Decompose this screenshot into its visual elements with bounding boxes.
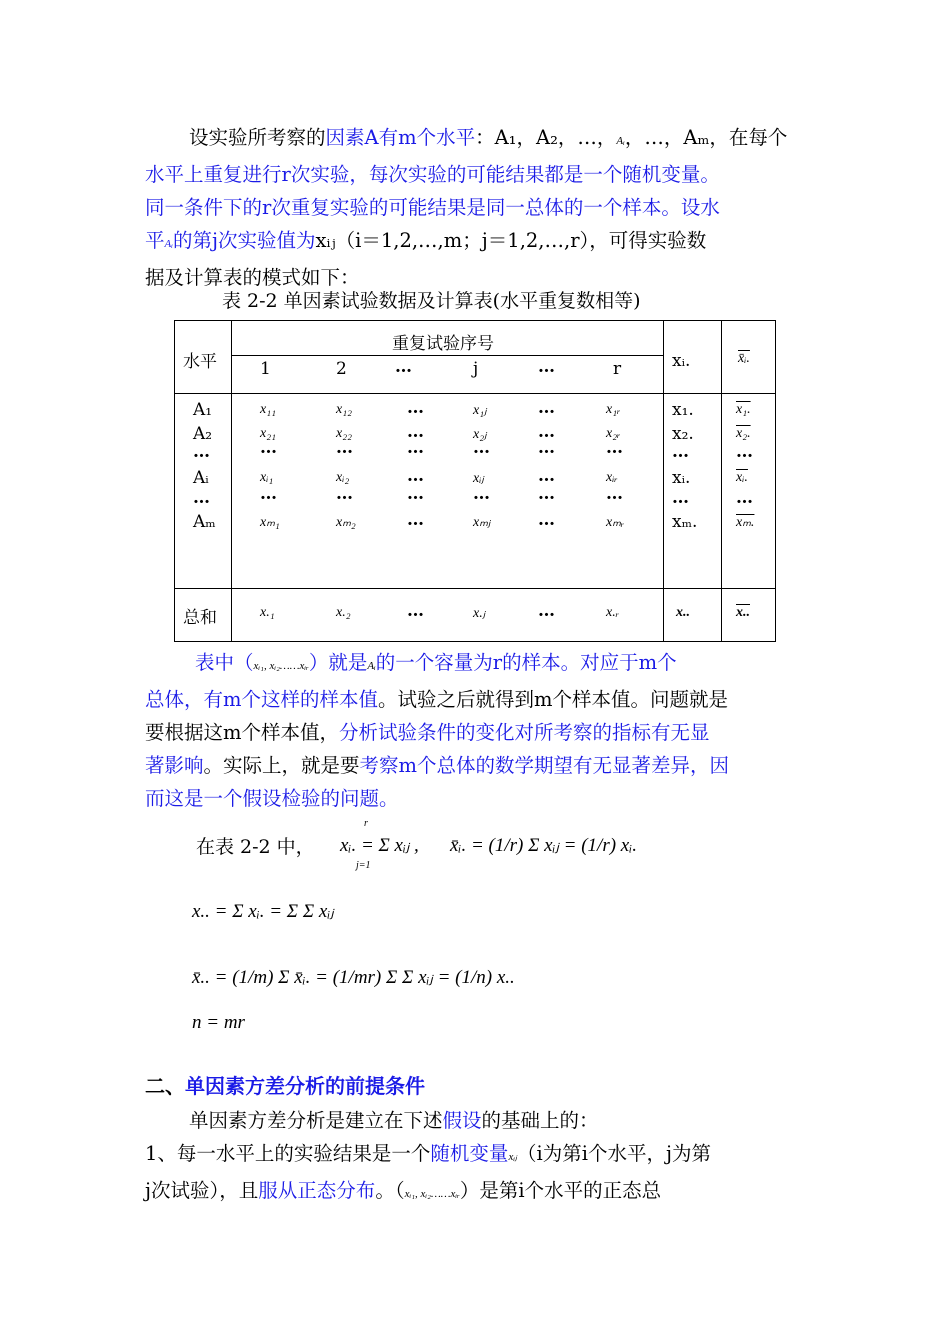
col-label: 2 <box>336 359 347 379</box>
column-sum: … <box>407 601 424 621</box>
table-cell: x₁ᵣ <box>606 402 621 417</box>
table-cell: … <box>260 438 277 458</box>
table-cell: … <box>473 438 490 458</box>
explanation-line-1: 表中（xᵢ₁, xᵢ₂……xᵢᵣ）就是Aᵢ的一个容量为r的样本。对应于m个 <box>195 651 677 674</box>
table-cell: xₘⱼ <box>473 515 491 530</box>
table-cell: … <box>407 466 424 486</box>
column-sum: x.₂ <box>336 605 351 620</box>
row-mean: … <box>736 488 753 508</box>
row-mean: x₂. <box>736 426 751 441</box>
table-cell: … <box>606 438 623 458</box>
table-cell: xₘ₁ <box>260 515 280 530</box>
sum-label: 总和 <box>183 608 217 628</box>
formula-sum-bottom: j=1 <box>356 860 371 871</box>
row-total-header: xᵢ. <box>672 351 691 371</box>
formula-row-total: xᵢ. = Σ xᵢⱼ , <box>340 835 419 856</box>
levels-cell <box>175 394 232 589</box>
table-cell: x₂ⱼ <box>473 427 487 442</box>
col-label: j <box>473 359 479 379</box>
explanation-line-5: 而这是一个假设检验的问题。 <box>145 787 399 810</box>
row-total: … <box>672 488 689 508</box>
table-cell: … <box>407 438 424 458</box>
col-label: … <box>395 357 412 377</box>
table-cell: xᵢ₁ <box>260 470 274 485</box>
table-cell: … <box>407 422 424 442</box>
data-table <box>174 320 776 642</box>
intro-line-2: 水平上重复进行r次实验，每次实验的可能结果都是一个随机变量。 <box>145 163 720 186</box>
row-mean-header-cell <box>722 321 776 394</box>
section-line-1: 单因素方差分析是建立在下述假设的基础上的： <box>189 1109 599 1132</box>
explanation-line-4: 著影响。实际上，就是要考察m个总体的数学期望有无显著差异，因 <box>145 754 730 777</box>
row-mean: xₘ. <box>736 515 755 530</box>
col-label: … <box>538 357 555 377</box>
grand-mean-cell <box>722 589 776 642</box>
table-cell: xᵢ₂ <box>336 470 350 485</box>
column-sum: x.ⱼ <box>473 606 486 621</box>
grand-total-cell <box>664 589 722 642</box>
table-cell: xₘ₂ <box>336 515 356 530</box>
table-cell: xₘᵣ <box>606 515 625 530</box>
intro-line-1: 设实验所考察的因素A有m个水平：A₁，A₂，…，Aᵢ，…，Aₘ，在每个 <box>189 126 788 149</box>
grand-mean: x.. <box>736 605 750 620</box>
row-total: x₁. <box>672 400 694 420</box>
table-cell: x₂ᵣ <box>606 426 621 441</box>
intro-line-4: 平Aᵢ的第j次实验值为xᵢⱼ（i＝1,2,…,m；j＝1,2,…,r），可得实验数 <box>145 229 707 252</box>
table-cell: … <box>336 438 353 458</box>
formula-lead: 在表 2-2 中， <box>196 836 315 858</box>
row-means-cell <box>722 394 776 589</box>
intro-paragraph <box>145 121 810 294</box>
intro-line-3: 同一条件下的r次重复实验的可能结果是同一总体的一个样本。设水 <box>145 196 720 219</box>
row-total: xᵢ. <box>672 468 691 488</box>
table-cell: x₂₁ <box>260 426 276 441</box>
table-cell: xᵢᵣ <box>606 470 618 485</box>
level-label: … <box>193 488 210 508</box>
row-total: xₘ. <box>672 512 698 532</box>
table-caption: 表 2-2 单因素试验数据及计算表(水平重复数相等) <box>222 290 641 312</box>
table-cell: … <box>260 484 277 504</box>
explanation-line-2: 总体，有m个这样的样本值。试验之后就得到m个样本值。问题就是 <box>145 688 728 711</box>
column-sum: x.ᵣ <box>606 605 620 620</box>
column-sum: … <box>538 601 555 621</box>
row-totals-cell <box>664 394 722 589</box>
table-cell: … <box>538 484 555 504</box>
level-header: 水平 <box>183 352 217 372</box>
table-cell: … <box>606 484 623 504</box>
explanation-paragraph <box>145 646 810 815</box>
formula-n: n = mr <box>192 1012 245 1033</box>
table-cell: … <box>538 510 555 530</box>
row-mean-header: x̄ᵢ. <box>738 351 750 366</box>
table-cell: x₁₁ <box>260 402 276 417</box>
formula-row-mean: x̄ᵢ. = (1/r) Σ xᵢⱼ = (1/r) xᵢ. <box>450 835 637 856</box>
level-label: A₂ <box>193 424 213 444</box>
table-cell: … <box>538 398 555 418</box>
table-cell: x₁₂ <box>336 402 352 417</box>
table-cell: … <box>538 466 555 486</box>
grand-total: x.. <box>676 605 690 620</box>
row-mean: x₁. <box>736 402 751 417</box>
explanation-line-3: 要根据这m个样本值，分析试验条件的变化对所考察的指标有无显 <box>145 721 710 744</box>
table-cell: xᵢⱼ <box>473 471 484 486</box>
column-sum: x.₁ <box>260 605 275 620</box>
sum-row-cell <box>232 589 664 642</box>
table-cell: x₂₂ <box>336 426 352 441</box>
table-cell: x₁ⱼ <box>473 403 487 418</box>
col-label: r <box>613 359 622 379</box>
level-label: … <box>193 442 210 462</box>
col-label: 1 <box>260 359 271 379</box>
values-cell <box>232 394 664 589</box>
intro-line-5: 据及计算表的模式如下： <box>145 266 360 289</box>
row-mean: xᵢ. <box>736 470 748 485</box>
level-header-cell <box>175 321 232 394</box>
row-total: x₂. <box>672 424 694 444</box>
level-label: Aₘ <box>193 512 216 532</box>
table-cell: … <box>538 438 555 458</box>
level-label: A₁ <box>193 400 213 420</box>
table-cell: … <box>336 484 353 504</box>
table-cell: … <box>473 484 490 504</box>
repeat-header-cell <box>232 321 664 394</box>
section-paragraph <box>145 1104 810 1211</box>
table-cell: … <box>407 510 424 530</box>
row-mean: … <box>736 442 753 462</box>
table-cell: … <box>407 398 424 418</box>
formula-grand-total: x.. = Σ xᵢ. = Σ Σ xᵢⱼ <box>192 901 334 922</box>
row-total: … <box>672 442 689 462</box>
table-cell: … <box>407 484 424 504</box>
section-heading: 二、单因素方差分析的前提条件 <box>145 1074 425 1098</box>
formula-sum-top: r <box>364 818 368 829</box>
section-line-2: 1、每一水平上的实验结果是一个随机变量xᵢⱼ（i为第i个水平，j为第 <box>145 1142 712 1165</box>
sum-label-cell <box>175 589 232 642</box>
repeat-header: 重复试验序号 <box>392 334 494 354</box>
formula-grand-mean: x̄.. = (1/m) Σ x̄ᵢ. = (1/mr) Σ Σ xᵢⱼ = (1/n) x.. <box>192 967 515 988</box>
table-cell: … <box>538 422 555 442</box>
section-line-3: j次试验），且服从正态分布。（xᵢ₁, xᵢ₂……xᵢᵣ）是第i个水平的正态总 <box>145 1179 662 1202</box>
level-label: Aᵢ <box>193 468 209 488</box>
row-total-header-cell <box>664 321 722 394</box>
